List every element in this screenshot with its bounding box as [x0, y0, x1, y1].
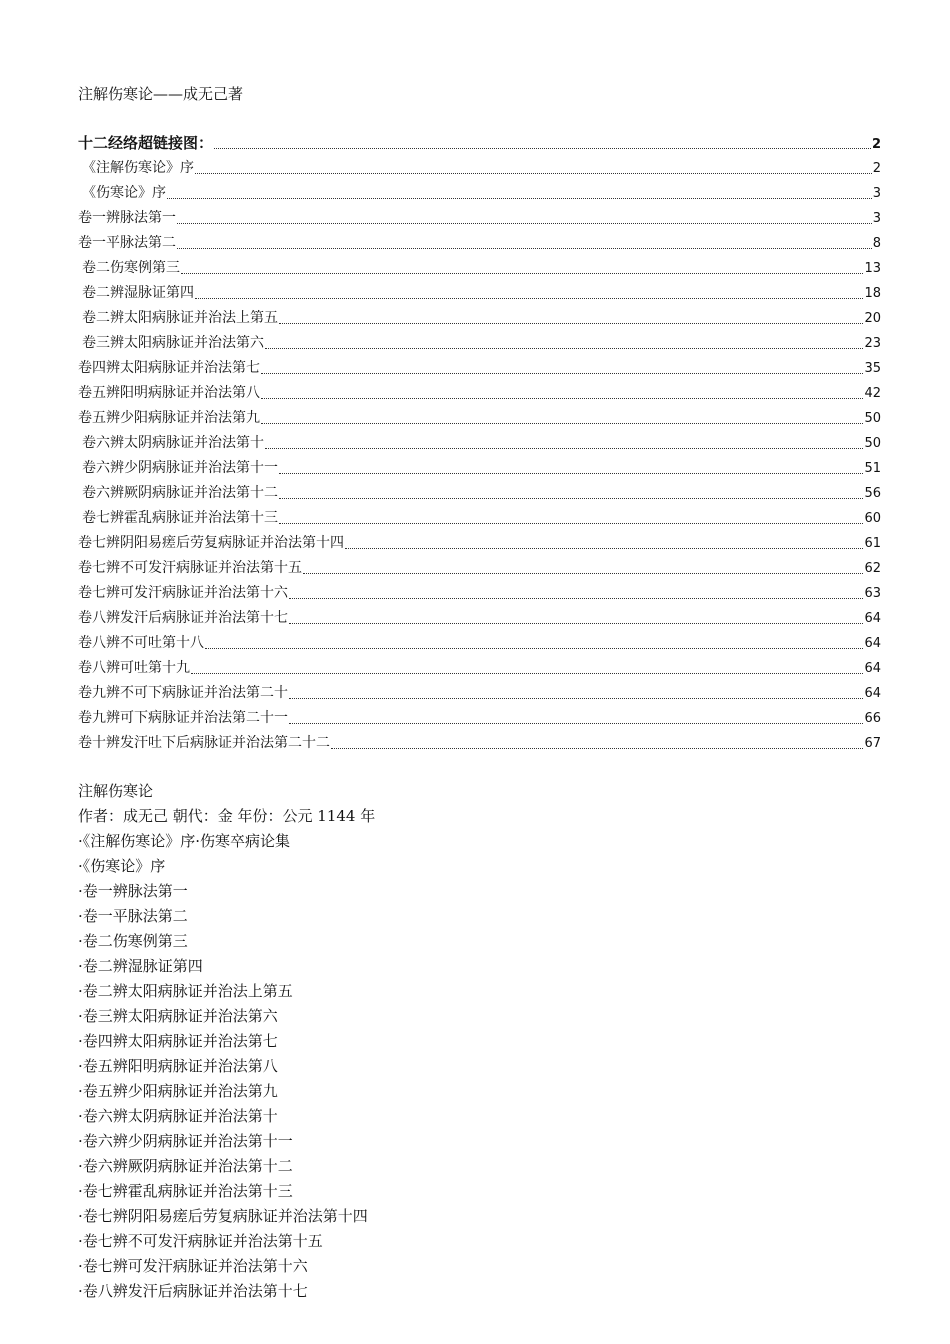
toc-dot-leader — [289, 597, 863, 599]
toc-dot-leader — [195, 297, 863, 299]
chapter-link[interactable]: ·卷五辨阳明病脉证并治法第八 — [78, 1057, 278, 1075]
book-meta: 作者：成无己 朝代：金 年份：公元 1144 年 — [78, 807, 376, 825]
toc-entry-label: 卷十辨发汗吐下后病脉证并治法第二十二 — [78, 735, 330, 751]
toc-entry[interactable] — [78, 306, 881, 331]
toc-dot-leader — [279, 497, 863, 499]
toc-dot-leader — [261, 372, 863, 374]
toc-entry-label: 卷一平脉法第二 — [78, 235, 176, 251]
chapter-link[interactable]: ·《伤寒论》序 — [78, 857, 166, 875]
toc-entry-label: 卷二辨太阳病脉证并治法上第五 — [82, 310, 278, 326]
chapter-link[interactable]: ·卷七辨阴阳易瘥后劳复病脉证并治法第十四 — [78, 1207, 368, 1225]
toc-dot-leader — [303, 572, 863, 574]
toc-dot-leader — [181, 272, 863, 274]
toc-page-number: 35 — [864, 361, 881, 376]
chapter-link[interactable]: ·卷六辨厥阴病脉证并治法第十二 — [78, 1157, 293, 1175]
toc-dot-leader — [214, 147, 871, 149]
toc-entry-label: 卷七辨不可发汗病脉证并治法第十五 — [78, 560, 302, 576]
toc-entry[interactable] — [78, 406, 881, 431]
toc-page-number: 61 — [864, 536, 881, 551]
toc-dot-leader — [331, 747, 863, 749]
chapter-link[interactable]: ·卷四辨太阳病脉证并治法第七 — [78, 1032, 278, 1050]
toc-page-number: 3 — [872, 186, 881, 201]
toc-entry[interactable] — [78, 256, 881, 281]
chapter-link[interactable]: ·卷六辨少阴病脉证并治法第十一 — [78, 1132, 293, 1150]
toc-dot-leader — [167, 197, 872, 199]
chapter-link[interactable]: ·卷三辨太阳病脉证并治法第六 — [78, 1007, 278, 1025]
chapter-link[interactable]: ·卷八辨发汗后病脉证并治法第十七 — [78, 1282, 308, 1300]
chapter-link[interactable]: ·卷二辨湿脉证第四 — [78, 957, 203, 975]
toc-dot-leader — [279, 472, 863, 474]
toc-page-number: 42 — [864, 386, 881, 401]
toc-entry-label: 卷二辨湿脉证第四 — [82, 285, 194, 301]
toc-page-number: 51 — [864, 461, 881, 476]
toc-entry-label: 《注解伤寒论》序 — [82, 160, 194, 176]
toc-entry-label: 卷九辨不可下病脉证并治法第二十 — [78, 685, 288, 701]
toc-page-number: 60 — [864, 511, 881, 526]
toc-page-number: 18 — [864, 286, 881, 301]
toc-page-number: 20 — [864, 311, 881, 326]
toc-dot-leader — [265, 347, 863, 349]
chapter-link[interactable]: ·卷七辨霍乱病脉证并治法第十三 — [78, 1182, 293, 1200]
toc-entry-label: 卷八辨可吐第十九 — [78, 660, 190, 676]
toc-entry[interactable] — [78, 131, 881, 156]
chapter-link-list — [78, 829, 881, 1304]
toc-entry[interactable] — [78, 606, 881, 631]
toc-dot-leader — [261, 422, 863, 424]
toc-entry-label: 卷七辨霍乱病脉证并治法第十三 — [82, 510, 278, 526]
toc-entry-label: 《伤寒论》序 — [82, 185, 166, 201]
chapter-link[interactable]: ·卷七辨可发汗病脉证并治法第十六 — [78, 1257, 308, 1275]
toc-page-number: 56 — [864, 486, 881, 501]
toc-page-number: 64 — [864, 661, 881, 676]
toc-dot-leader — [191, 672, 863, 674]
toc-entry[interactable] — [78, 156, 881, 181]
toc-entry[interactable] — [78, 556, 881, 581]
toc-page-number: 64 — [864, 636, 881, 651]
toc-dot-leader — [177, 247, 872, 249]
toc-entry-label: 卷五辨少阳病脉证并治法第九 — [78, 410, 260, 426]
toc-dot-leader — [345, 547, 863, 549]
toc-entry[interactable] — [78, 456, 881, 481]
toc-entry-label: 卷七辨可发汗病脉证并治法第十六 — [78, 585, 288, 601]
toc-entry-label: 卷七辨阴阳易瘥后劳复病脉证并治法第十四 — [78, 535, 344, 551]
document-title: 注解伤寒论——成无己著 — [78, 85, 244, 103]
toc-entry-label: 卷一辨脉法第一 — [78, 210, 176, 226]
toc-entry[interactable] — [78, 356, 881, 381]
toc-entry[interactable] — [78, 431, 881, 456]
toc-entry-label: 卷四辨太阳病脉证并治法第七 — [78, 360, 260, 376]
toc-page-number: 2 — [871, 137, 881, 152]
toc-page-number: 66 — [864, 711, 881, 726]
toc-page-number: 8 — [872, 236, 881, 251]
chapter-link[interactable]: ·卷一辨脉法第一 — [78, 882, 188, 900]
toc-page-number: 13 — [864, 261, 881, 276]
body-section — [78, 779, 881, 1304]
toc-dot-leader — [279, 322, 863, 324]
toc-entry[interactable] — [78, 481, 881, 506]
toc-page-number: 2 — [872, 161, 881, 176]
toc-entry-label: 卷二伤寒例第三 — [82, 260, 180, 276]
chapter-link[interactable]: ·卷六辨太阴病脉证并治法第十 — [78, 1107, 278, 1125]
toc-entry[interactable] — [78, 581, 881, 606]
toc-dot-leader — [261, 397, 863, 399]
toc-page-number: 50 — [864, 436, 881, 451]
toc-entry[interactable] — [78, 331, 881, 356]
toc-page-number: 62 — [864, 561, 881, 576]
table-of-contents — [78, 131, 881, 756]
toc-entry[interactable] — [78, 231, 881, 256]
chapter-link[interactable]: ·卷二辨太阳病脉证并治法上第五 — [78, 982, 293, 1000]
toc-dot-leader — [177, 222, 872, 224]
toc-dot-leader — [265, 447, 863, 449]
toc-entry[interactable] — [78, 706, 881, 731]
toc-entry[interactable] — [78, 281, 881, 306]
chapter-link[interactable]: ·卷五辨少阳病脉证并治法第九 — [78, 1082, 278, 1100]
toc-dot-leader — [289, 722, 863, 724]
book-title: 注解伤寒论 — [78, 782, 154, 800]
toc-dot-leader — [279, 522, 863, 524]
toc-page-number: 3 — [872, 211, 881, 226]
toc-entry[interactable] — [78, 181, 881, 206]
chapter-link[interactable]: ·《注解伤寒论》序·伤寒卒病论集 — [78, 832, 291, 850]
toc-page-number: 50 — [864, 411, 881, 426]
toc-page-number: 64 — [864, 686, 881, 701]
toc-entry[interactable] — [78, 206, 881, 231]
toc-entry-label: 卷六辨厥阴病脉证并治法第十二 — [82, 485, 278, 501]
chapter-link[interactable]: ·卷一平脉法第二 — [78, 907, 188, 925]
chapter-link[interactable]: ·卷七辨不可发汗病脉证并治法第十五 — [78, 1232, 323, 1250]
toc-entry-label: 卷六辨少阴病脉证并治法第十一 — [82, 460, 278, 476]
toc-dot-leader — [289, 622, 863, 624]
toc-entry[interactable] — [78, 681, 881, 706]
toc-page-number: 64 — [864, 611, 881, 626]
toc-entry[interactable] — [78, 531, 881, 556]
toc-entry-label: 卷三辨太阳病脉证并治法第六 — [82, 335, 264, 351]
chapter-link[interactable]: ·卷二伤寒例第三 — [78, 932, 188, 950]
toc-entry-label: 卷五辨阳明病脉证并治法第八 — [78, 385, 260, 401]
toc-entry[interactable] — [78, 631, 881, 656]
toc-page-number: 63 — [864, 586, 881, 601]
toc-entry[interactable] — [78, 506, 881, 531]
toc-entry-label: 十二经络超链接图： — [78, 134, 214, 152]
toc-dot-leader — [195, 172, 872, 174]
toc-entry-label: 卷六辨太阴病脉证并治法第十 — [82, 435, 264, 451]
toc-entry-label: 卷九辨可下病脉证并治法第二十一 — [78, 710, 288, 726]
toc-dot-leader — [289, 697, 863, 699]
toc-entry[interactable] — [78, 381, 881, 406]
toc-page-number: 23 — [864, 336, 881, 351]
toc-entry-label: 卷八辨不可吐第十八 — [78, 635, 204, 651]
toc-entry[interactable] — [78, 731, 881, 756]
toc-page-number: 67 — [864, 736, 881, 751]
toc-entry[interactable] — [78, 656, 881, 681]
toc-entry-label: 卷八辨发汗后病脉证并治法第十七 — [78, 610, 288, 626]
toc-dot-leader — [205, 647, 863, 649]
